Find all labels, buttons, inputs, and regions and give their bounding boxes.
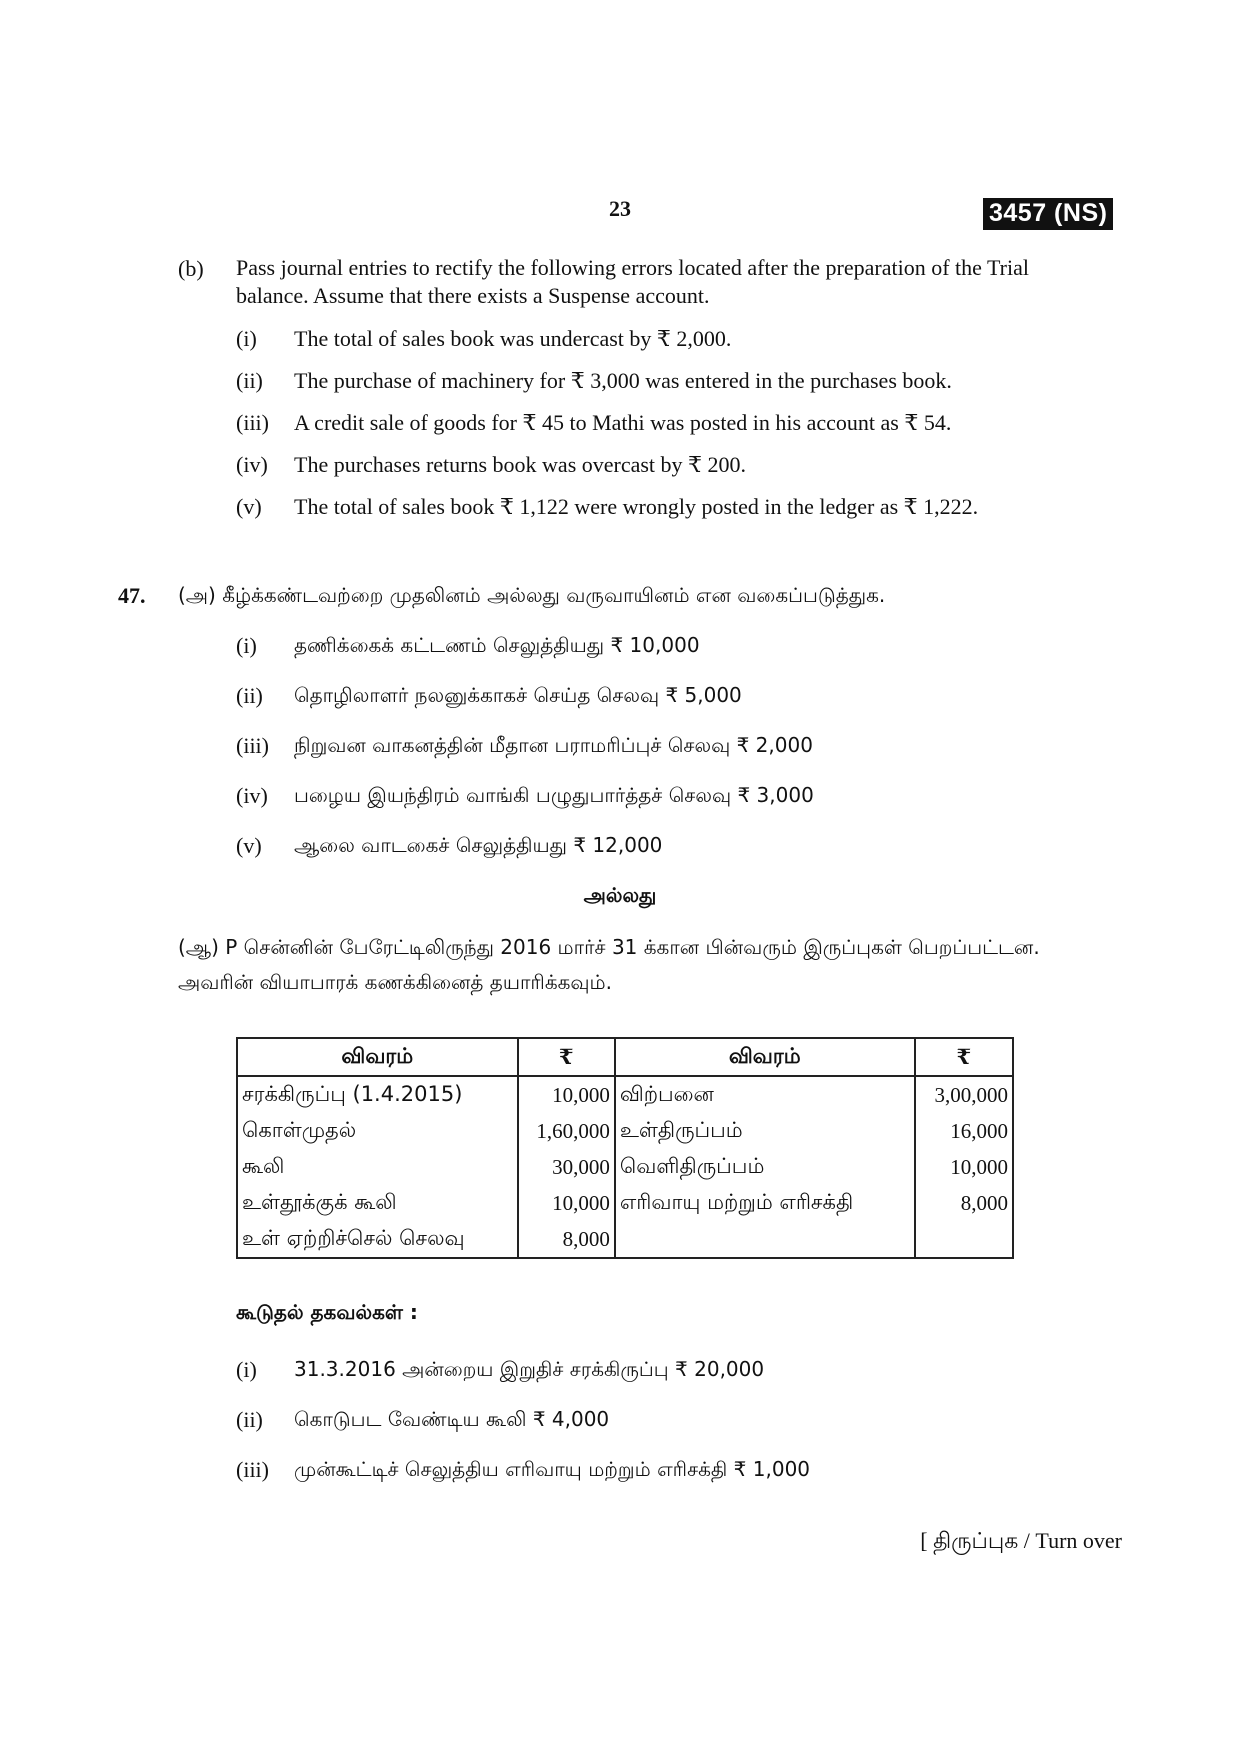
table-row: [237, 1149, 1013, 1185]
particular-right: எரிவாயு மற்றும் எரிசக்தி: [615, 1185, 915, 1221]
or-heading: அல்லது: [583, 883, 657, 907]
header-particulars-right: விவரம்: [615, 1038, 915, 1076]
table-row: [237, 1113, 1013, 1149]
qb-item-number: (iii): [236, 410, 269, 435]
table-header-row: [237, 1038, 1013, 1076]
additional-info-heading: கூடுதல் தகவல்கள் :: [236, 1300, 418, 1324]
q47-item-number: (v): [236, 833, 262, 858]
amount-right: 10,000: [915, 1149, 1013, 1185]
q47-item-text: நிறுவன வாகனத்தின் மீதான பராமரிப்புச் செலவு ₹ 2,000: [294, 733, 813, 757]
qb-item-number: (iv): [236, 452, 268, 477]
particular-right: விற்பனை: [615, 1076, 915, 1113]
particular-right: உள்திருப்பம்: [615, 1113, 915, 1149]
qb-item-number: (i): [236, 326, 257, 351]
question-b-text: Pass journal entries to rectify the following errors located after the preparation of the Trial balance. Assume that there exists a Suspense account.: [236, 255, 1029, 308]
addl-item-text: முன்கூட்டிச் செலுத்திய எரிவாயு மற்றும் எரிசக்தி ₹ 1,000: [294, 1457, 811, 1481]
question-47-part-a-text: (அ) கீழ்க்கண்டவற்றை முதலினம் அல்லது வருவாயினம் என வகைப்படுத்துக.: [178, 583, 886, 607]
particular-left: கூலி: [237, 1149, 518, 1185]
q47-item-text: பழைய இயந்திரம் வாங்கி பழுதுபார்த்தச் செலவு ₹ 3,000: [294, 783, 814, 807]
table-row: [237, 1076, 1013, 1113]
table-row: [237, 1185, 1013, 1221]
amount-right: [915, 1221, 1013, 1258]
particular-left: கொள்முதல்: [237, 1113, 518, 1149]
q47-item-number: (i): [236, 633, 257, 658]
question-b-label: (b): [178, 256, 204, 281]
qb-item-number: (v): [236, 494, 262, 519]
amount-right: 16,000: [915, 1113, 1013, 1149]
particular-right: [615, 1221, 915, 1258]
amount-left: 30,000: [518, 1149, 615, 1185]
amount-left: 10,000: [518, 1185, 615, 1221]
qb-item-text: A credit sale of goods for ₹ 45 to Mathi was posted in his account as ₹ 54.: [294, 410, 952, 435]
q47-item-number: (iii): [236, 733, 269, 758]
header-amount-left: ₹: [518, 1038, 615, 1076]
qb-item-text: The total of sales book was undercast by ₹ 2,000.: [294, 326, 732, 351]
addl-item-text: 31.3.2016 அன்றைய இறுதிச் சரக்கிருப்பு ₹ 20,000: [294, 1357, 765, 1381]
header-particulars-left: விவரம்: [237, 1038, 518, 1076]
amount-right: 3,00,000: [915, 1076, 1013, 1113]
addl-item-number: (i): [236, 1357, 257, 1382]
amount-left: 10,000: [518, 1076, 615, 1113]
q47-item-text: ஆலை வாடகைச் செலுத்தியது ₹ 12,000: [294, 833, 663, 857]
particular-right: வெளிதிருப்பம்: [615, 1149, 915, 1185]
page-number: 23: [609, 196, 631, 221]
q47-item-number: (iv): [236, 783, 268, 808]
qb-item-text: The total of sales book ₹ 1,122 were wrongly posted in the ledger as ₹ 1,222.: [294, 494, 979, 519]
amount-right: 8,000: [915, 1185, 1013, 1221]
q47-item-text: தணிக்கைக் கட்டணம் செலுத்தியது ₹ 10,000: [294, 633, 700, 657]
particular-left: உள்தூக்குக் கூலி: [237, 1185, 518, 1221]
addl-item-number: (ii): [236, 1407, 263, 1432]
table-row: [237, 1221, 1013, 1258]
particular-left: சரக்கிருப்பு (1.4.2015): [237, 1076, 518, 1113]
particular-left: உள் ஏற்றிச்செல் செலவு: [237, 1221, 518, 1258]
amount-left: 8,000: [518, 1221, 615, 1258]
qb-item-text: The purchases returns book was overcast by ₹ 200.: [294, 452, 747, 477]
addl-item-text: கொடுபட வேண்டிய கூலி ₹ 4,000: [294, 1407, 610, 1431]
addl-item-number: (iii): [236, 1457, 269, 1482]
turn-over-note: [ திருப்புக / Turn over: [920, 1528, 1122, 1553]
q47-item-text: தொழிலாளர் நலனுக்காகச் செய்த செலவு ₹ 5,000: [294, 683, 742, 707]
qb-item-number: (ii): [236, 368, 263, 393]
question-47-part-aa-text: (ஆ) P சென்னின் பேரேட்டிலிருந்து 2016 மார்ச் 31 க்கான பின்வரும் இருப்புகள் பெறப்பட்டன. அவரின் வியாபாரக் கணக்கினைத் தயாரிக்கவும்.: [178, 935, 1040, 994]
paper-code-badge: 3457 (NS): [983, 198, 1113, 230]
q47-item-number: (ii): [236, 683, 263, 708]
qb-item-text: The purchase of machinery for ₹ 3,000 was entered in the purchases book.: [294, 368, 952, 393]
question-47-number: 47.: [118, 583, 146, 608]
amount-left: 1,60,000: [518, 1113, 615, 1149]
balances-table: [236, 1037, 1014, 1259]
header-amount-right: ₹: [915, 1038, 1013, 1076]
